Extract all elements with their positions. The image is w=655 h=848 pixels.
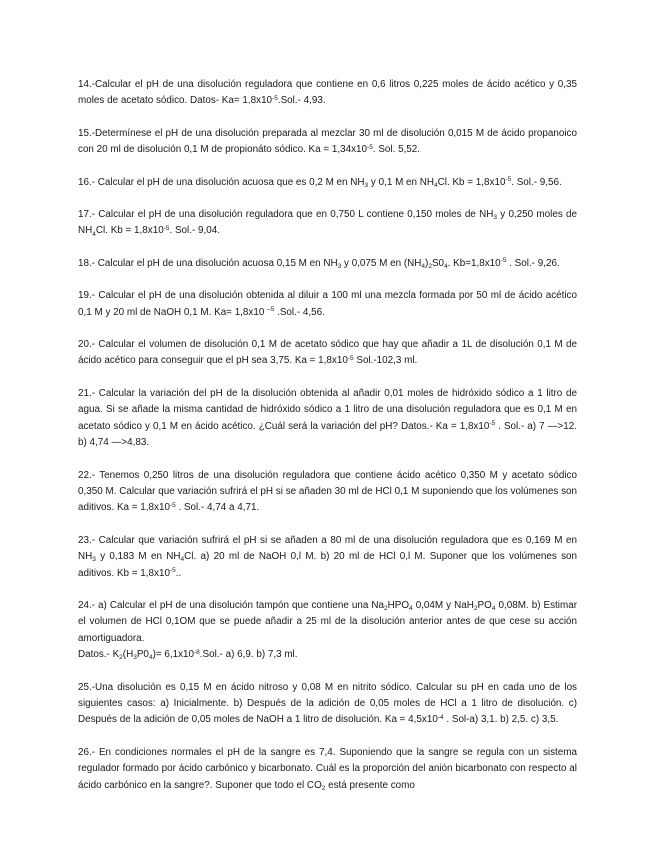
problem-text: Sol.-102,3 ml. <box>353 355 418 367</box>
problem-text: 22.- Tenemos 0,250 litros de una disolución reguladora que contiene ácido acético 0,350 M y acetato sódico 0,350 M. Calcular que variación sufrirá el pH si se añaden 30 ml de HCl 0,1 M suponiendo que los volúmenes son aditivos. Ka = 1,8x10 <box>78 469 577 514</box>
problem-25 <box>78 680 577 729</box>
problem-17 <box>78 207 577 240</box>
superscript: –5 <box>267 306 275 314</box>
problem-text: 15.-Determínese el pH de una disolución preparada al mezclar 30 ml de disolución 0,015 M de ácido propanoico con 20 ml de disolución 0,1 M de propionáto sódico. Ka = 1,34x10 <box>78 127 577 156</box>
problem-text: ) <box>425 257 429 269</box>
subscript: 3 <box>493 214 497 222</box>
problem-20 <box>78 337 577 370</box>
subscript: 4 <box>92 230 96 238</box>
problem-text: . Sol-a) 3,1. b) 2,5. c) 3,5. <box>443 714 559 726</box>
subscript: 3 <box>337 263 342 271</box>
subscript: 4 <box>444 263 448 271</box>
problem-text: 0,08M. b) Estimar el volumen de HCl 0,1OM que se puede añadir a 25 ml de la disolución anterior antes de que cese su acción amortiguadora. <box>78 599 577 644</box>
problem-text: 21.- Calcular la variación del pH de la disolución obtenida al añadir 0,01 moles de hidróxido sódico a 1 litro de agua. Si se añade la misma cantidad de hidróxido sódico a 1 litro de una disolución reguladora que es 0,1 M en acetato sódico y 0,1 M en ácido acético. ¿Cuál será la variación del pH? Datos.- Ka = 1,8x10 <box>78 387 577 432</box>
problem-text: 17.- Calcular el pH de una disolución reguladora que en 0,750 L contiene 0,150 moles de NH <box>78 209 494 221</box>
superscript: -5 <box>163 224 170 232</box>
problem-text: P0 <box>136 649 149 661</box>
problem-text: . Sol. 5,52. <box>372 144 421 156</box>
problem-text: 19.- Calcular el pH de una disolución obtenida al diluir a 100 ml una mezcla formada por 50 ml de ácido acético 0,1 M y 20 ml de NaOH 0,1 M. Ka= 1,8x10 <box>78 290 577 318</box>
problem-text: .. <box>175 567 182 579</box>
superscript: -5 <box>169 566 176 574</box>
problem-22 <box>78 468 577 517</box>
problem-16 <box>78 175 577 191</box>
problem-text: PO <box>477 599 492 611</box>
problem-text: Cl. Kb = 1,8x10 <box>437 176 506 188</box>
problem-text: (H <box>122 649 134 661</box>
subscript: 4 <box>491 605 496 613</box>
subscript: 4 <box>180 556 185 564</box>
problem-text: 24.- a) Calcular el pH de una disolución tampón que contiene una Na <box>78 599 384 611</box>
problem-21 <box>78 386 577 452</box>
superscript: -5 <box>272 94 278 102</box>
problem-text: 16.- Calcular el pH de una disolución acuosa que es 0,2 M en NH <box>78 176 365 188</box>
subscript: 2 <box>321 784 326 792</box>
problem-text: 20.- Calcular el volumen de disolución 0,1 M de acetato sódico que hay que añadir a 1L de disolución 0,1 M de ácido acético para conseguir que el pH sea 3,75. Ka = 1,8x10 <box>78 339 577 367</box>
subscript: 2 <box>428 263 432 271</box>
problem-text: 23.- Calcular que variación sufrirá el pH si se añaden a 80 ml de una disolución reguladora que es 0,169 M en NH <box>78 534 577 563</box>
problem-text: .Sol.- 4,93. <box>277 95 326 107</box>
superscript: -5 <box>500 257 507 265</box>
subscript: 4 <box>421 263 426 271</box>
problem-text: S0 <box>431 257 445 269</box>
problem-text: 0,04M y NaH <box>412 599 474 611</box>
problem-18 <box>78 256 577 272</box>
superscript: -5 <box>489 420 496 428</box>
problem-text: .Sol.- a) 6,9. b) 7,3 ml. <box>199 649 298 661</box>
problem-text: 25.-Una disolución es 0,15 M en ácido nitroso y 0,08 M en nitrito sódico. Calcular su pH en cada uno de los siguientes casos: a) Inicialmente. b) Después de la adición de 0,05 moles de HCl a 1 litro de disolución. c) Después de la adición de 0,05 moles de NaOH a 1 litro de disolución. Ka = 4,5x10 <box>78 681 577 726</box>
problem-text: 18.- Calcular el pH de una disolución acuosa 0,15 M en NH <box>78 257 338 269</box>
problem-24 <box>78 598 577 664</box>
problem-text: . Sol.- 4,74 a 4,71. <box>175 502 260 514</box>
problem-text: y 0,250 moles de NH <box>78 209 578 237</box>
subscript: 4 <box>409 605 413 613</box>
superscript: -5 <box>505 176 512 184</box>
subscript: 3 <box>364 181 369 189</box>
subscript: 4 <box>434 181 438 189</box>
problem-text: . Kb=1,8x10 <box>447 257 501 269</box>
problem-text: . Sol.- 9,04. <box>169 225 220 237</box>
superscript: -5 <box>347 354 354 362</box>
subscript: 3 <box>92 556 96 564</box>
problem-23 <box>78 533 577 582</box>
problem-text: Datos.- K <box>78 649 120 661</box>
superscript: -5 <box>367 143 373 151</box>
subscript: 3 <box>133 654 137 662</box>
superscript: -4 <box>437 713 444 721</box>
problem-text: está presente como <box>325 779 415 791</box>
problem-15 <box>78 126 577 159</box>
problem-text: 14.-Calcular el pH de una disolución reguladora que contiene en 0,6 litros 0,225 moles de ácido acético y 0,35 moles de acetato sódico. Datos- Ka= 1,8x10 <box>78 79 577 107</box>
problem-text: .Sol.- 4,56. <box>274 306 325 318</box>
problem-19 <box>78 288 577 321</box>
problem-text: 26.- En condiciones normales el pH de la sangre es 7,4. Suponiendo que la sangre se regula con un sistema regulador formado por ácido carbónico y bicarbonato. Cuál es la proporción del anión bicarbonato con respecto al ácido carbónico en la sangre?. Suponer que todo el CO <box>78 746 577 791</box>
problem-text: )= 6,1x10 <box>152 649 195 661</box>
problem-text: Cl. Kb = 1,8x10 <box>95 225 164 237</box>
problem-text: y 0,075 M en (NH <box>341 257 422 269</box>
subscript: 2 <box>119 654 123 662</box>
subscript: 2 <box>473 605 478 613</box>
problem-text: . Sol.- a) 7 —>12. b) 4,74 —>4,83. <box>78 420 577 449</box>
problem-text: HPO <box>387 599 410 611</box>
subscript: 4 <box>148 654 153 662</box>
problem-text: y 0,1 M en NH <box>368 176 435 188</box>
superscript: -8 <box>194 648 200 656</box>
subscript: 2 <box>384 605 388 613</box>
problem-26 <box>78 745 577 794</box>
problem-text: Cl. a) 20 ml de NaOH 0,l M. b) 20 ml de HCl 0,l M. Suponer que los volúmenes son aditivos. Kb = 1,8x10 <box>78 551 578 579</box>
problem-text: . Sol.- 9,56. <box>511 176 562 188</box>
problem-text: . Sol.- 9,26. <box>506 257 560 269</box>
problem-14 <box>78 77 577 110</box>
problem-text: y 0,183 M en NH <box>95 551 181 563</box>
superscript: -5 <box>169 501 176 509</box>
